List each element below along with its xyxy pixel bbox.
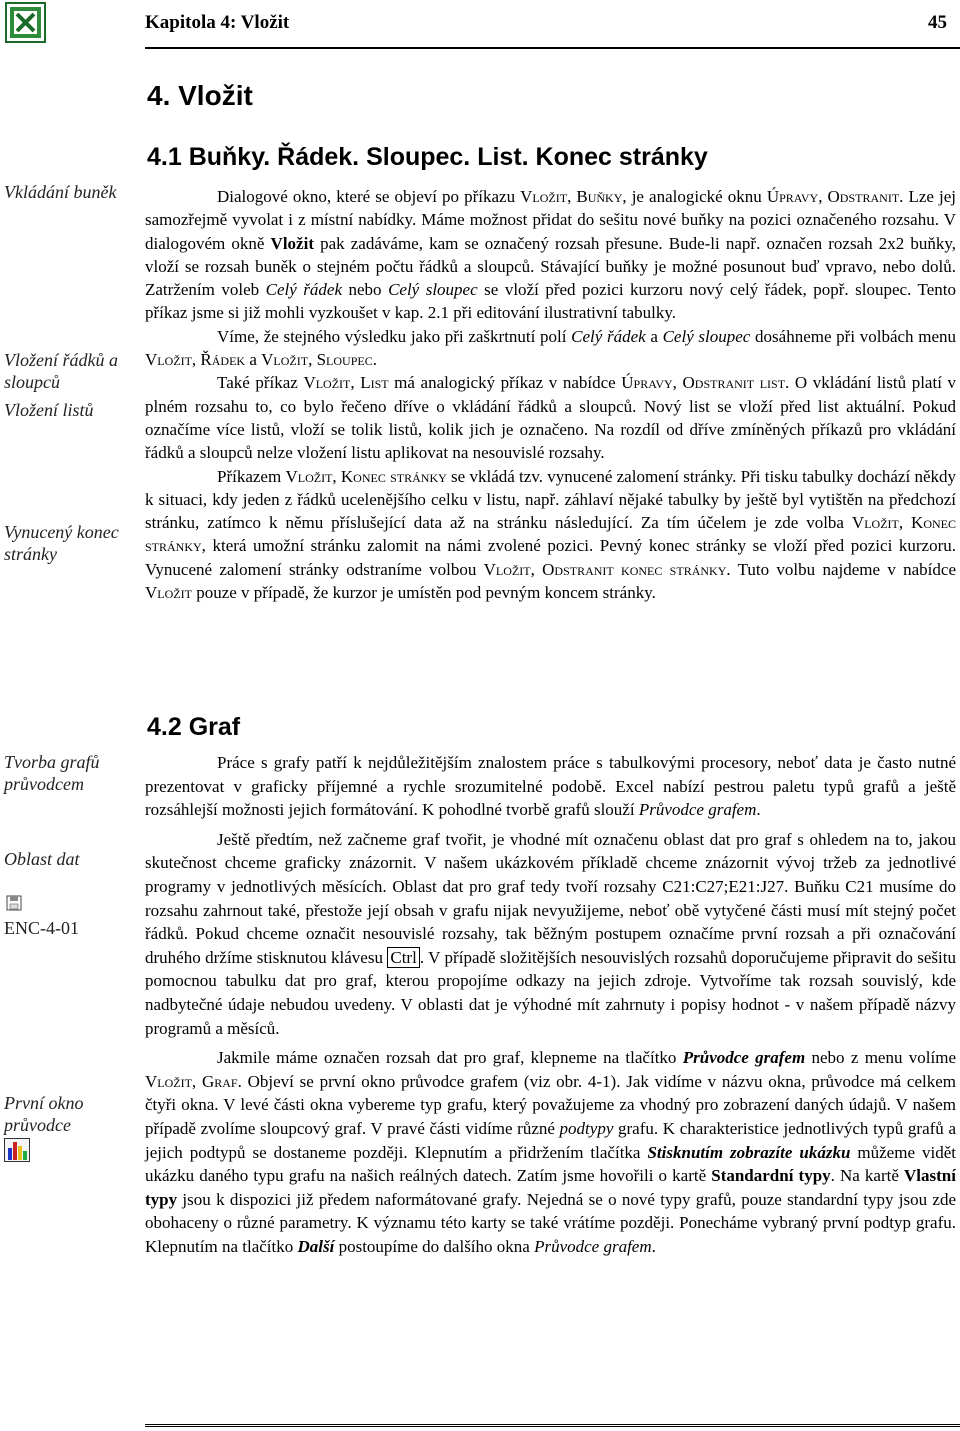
chapter-title: 4. Vložit: [147, 80, 253, 111]
section-4-2-body: Práce s grafy patří k nejdůležitějším znalostem práce s tabulkovými procesory, neboť data je často nutné prezentovat v graficky příjemné a rychle srozumitelné podobě. Excel nabízí pestrou paletu typů grafů a ještě rozsáhlejší možnosti jejich formátování. K pohodlné tvorbě grafů slouží Průvodce grafem. Ještě předtím, než začneme graf tvořit, je vhodné mít označenu oblast dat pro graf s ohledem na to, jakou skutečnost chceme graficky znázornit. V našem ukázkovém příkladě chceme znázornit vývoj tržeb za jednotlivé programy v jednotlivých měsících. Oblast dat pro graf tedy tvoří rozsahy C21:C27;E21:J27. Buňku C21 musíme do rozsahu zahrnout také, přestože její obsah v grafu nijak nevyužijeme, neboť obě vytyčené části musí mít stejný počet řádků. Pokud chceme označit nesouvislé rozsahy, tak běžným postupem označíme první rozsah a při označování druhého držíme stisknutou klávesu Ctrl . V případě složitějších nesouvislých rozsahů doporučujeme připravit do sešitu pomocnou tabulku dat pro graf, kterou propojíme odkazy na jejich zdroje. Vytvoříme tak rozsah souvislý, kde nadbytečné údaje nebudou uvedeny. V oblasti dat je výhodné mít zahrnuty i popisy hodnot - v našem případě názvy programů a měsíců. Jakmile máme označen rozsah dat pro graf, klepneme na tlačítko Průvodce grafem nebo z menu volíme Vložit, Graf. Objeví se první okno průvodce grafem (viz obr. 4-1). Jak vidíme v názvu okna, průvodce má celkem čtyři okna. V levé části okna vybereme typ grafu, který považujeme za vhodný pro zobrazení daných údajů. V našem případě zvolíme sloupcový graf. V pravé části vidíme různé podtypy grafu. K charakteristice jednotlivých typů grafů a jejich podtypů se dostaneme později. Klepnutím a přidržením tlačítka Stisknutím zobrazíte ukázku můžeme vidět ukázku daného typu grafu na našich reálných datech. Zatím jsme hovořili o kartě Standardní typy. Na kartě Vlastní typy jsou k dispozici již předem naformátované grafy. Nejedná se o nové typy grafů, pouze standardní typy jsou zde obohaceny o různé parametry. K významu této karty se také vrátíme později. Ponecháme vybraný první podtyp grafu. Klepnutím na tlačítko Další postoupíme do dalšího okna Průvodce grafem.: [145, 753, 957, 1256]
margin-note-vkladani-bunek: Vkládání buněk: [4, 182, 117, 202]
header-title: Kapitola 4: Vložit: [145, 12, 290, 33]
chart-wizard-icon: [4, 1138, 30, 1162]
section-heading-4-2: 4.2 Graf: [147, 713, 241, 741]
margin-note-vynuceny-konec: Vynucený konec stránky: [4, 522, 119, 564]
section-4-1-body: Dialogové okno, které se objeví po příkazu Vložit, Buňky, je analogické oknu Úpravy, Odstranit. Lze jej samozřejmě vyvolat i z místní nabídky. Máme možnost přidat do sešitu nové buňky na pozici označeného rozsahu. V dialogovém okně Vložit pak zadáváme, kam se označený rozsah přesune. Bude-li např. označen rozsah 2x2 buňky, vloží se rozsah buněk o stejném počtu řádků a sloupců. Stávající buňky je možné posunout buď vpravo, nebo dolů. Zatržením voleb Celý řádek nebo Celý sloupec se vloží před pozici kurzoru nový celý řádek, popř. sloupec. Tento příkaz jsme si již mohli vyzkoušet v kap. 2.1 při editování ilustrativní tabulky. Víme, že stejného výsledku jako při zaškrtnutí polí Celý řádek a Celý sloupec dosáhneme při volbách menu Vložit, Řádek a Vložit, Sloupec. Také příkaz Vložit, List má analogický příkaz v nabídce Úpravy, Odstranit list. O vkládání listů platí v plném rozsahu to, co bylo řečeno dříve o vkládání řádků a sloupců. Nový list se vloží před list aktuální. Pokud označíme více listů, vloží se tolik listů, kolik jich je označeno. Na rozdíl od dříve zmíněných příkazů pro vkládání řádků a sloupců nelze vložení listu aplikovat na nesouvislé rozsahy. Příkazem Vložit, Konec stránky se vkládá tzv. vynucené zalomení stránky. Při tisku tabulky dochází někdy k situaci, kdy jeden z řádků ucelenějšího celku v listu, např. záhlaví nějaké tabulky by ještě byl vytištěn na předchozí stránku, zatímco k němu příslušející data až na stránku následující. Za tím účelem je zde volba Vložit, Konec stránky, která umožní stránku zalomit na námi zvolené pozici. Pevný konec stránky se vloží před pozici kurzoru. Vynucené zalomení stránky odstraníme volbou Vložit, Odstranit konec stránky. Tuto volbu najdeme v nabídce Vložit pouze v případě, že kurzor je umístěn pod pevným koncem stránky.: [145, 187, 957, 603]
page-number: 45: [928, 12, 947, 33]
margin-note-oblast-dat: Oblast dat: [4, 849, 80, 869]
margin-note-vlozeni-listu: Vložení listů: [4, 400, 94, 420]
excel-logo-icon: [5, 2, 46, 43]
floppy-disk-icon: [6, 895, 22, 911]
margin-note-tvorba-grafu: Tvorba grafů průvodcem: [4, 752, 100, 794]
margin-note-prvni-okno: První okno průvodce: [4, 1093, 84, 1135]
margin-note-vlozeni-radku: Vložení řádků a sloupců: [4, 350, 118, 392]
footer-rule: [145, 1424, 960, 1429]
margin-note-enc: ENC-4-01: [4, 918, 79, 938]
header-rule: [145, 47, 960, 49]
section-heading-4-1: 4.1 Buňky. Řádek. Sloupec. List. Konec stránky: [147, 143, 708, 171]
